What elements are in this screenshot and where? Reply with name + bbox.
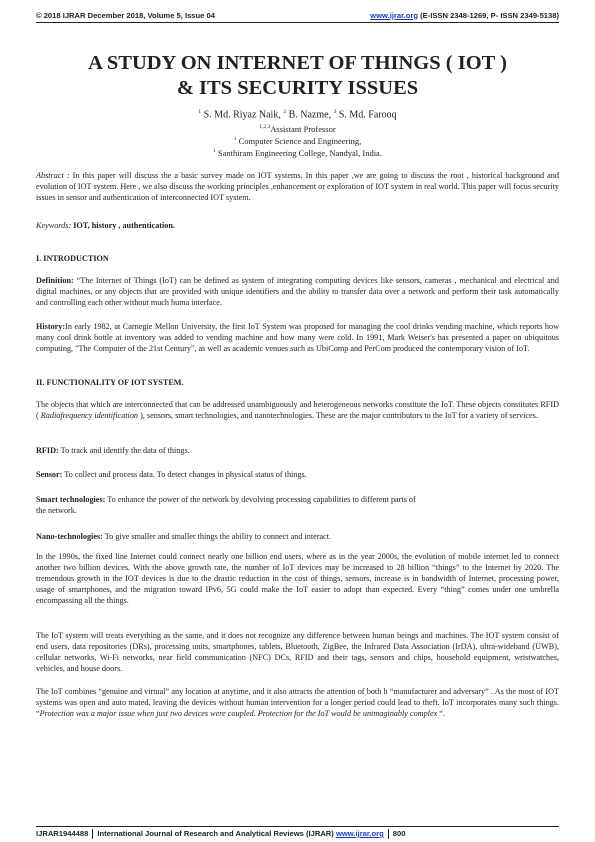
sensor-label: Sensor: [36, 470, 63, 479]
header-journal-info [370, 11, 559, 20]
nano-text: To give smaller and smaller things the ability to connect and interact. [102, 532, 332, 541]
sensor-text: To collect and process data. To detect changes in physical status of things. [62, 470, 307, 479]
college-sup: 1 [213, 148, 216, 155]
combines-text-1: The IoT combines “genuine and virtual” any location at anytime, and it also attracts the attention of both h “manufacturer and adversary” . As the most of IOT systems was open and auto mated, leaving the devices without human intervention for a longer period could lead to theft. IoT incorporates many such things. “ [36, 687, 559, 718]
college-text: Santhiram Engineering College, Nandyal, India. [215, 148, 382, 158]
paragraph-nano [36, 531, 559, 542]
author-3: S. Md. Farooq [336, 109, 397, 121]
running-header [36, 9, 559, 21]
paragraph-smart-technologies [36, 494, 559, 516]
paragraph-iot-combines [36, 686, 559, 719]
paragraph-rfid [36, 445, 559, 456]
footer-site-link[interactable]: www.ijrar.org [335, 829, 384, 838]
functionality-text-2: ), sensors, smart technologies, and nanotechnologies. These are the major contributors to the IoT for a variety of services. [138, 411, 538, 420]
rfid-label: RFID: [36, 446, 59, 455]
role-text: Assistant Professor [270, 124, 336, 134]
abstract [36, 170, 559, 203]
affiliation-college [40, 148, 555, 158]
header-copyright: © 2018 IJRAR December 2018, Volume 5, Issue 04 [36, 10, 215, 20]
paragraph-definition [36, 275, 559, 308]
author-2-sup: 2 [283, 109, 287, 115]
title-line-1: A STUDY ON INTERNET OF THINGS ( IOT ) [88, 52, 507, 74]
affiliation-role [40, 124, 555, 134]
combines-italic: Protection was a major issue when just two devices were coupled. Protection for the IoT would be unimaginably complex [39, 709, 438, 718]
author-3-sup: 3 [333, 109, 337, 115]
nano-label: Nano-technologies: [36, 532, 103, 541]
section-heading-introduction: I. INTRODUCTION [36, 254, 109, 263]
dept-text: Computer Science and Engineering, [236, 136, 362, 146]
footer-paper-id: IJRAR1944488 [36, 829, 89, 838]
definition-label: Definition: [36, 276, 74, 285]
author-1: S. Md. Riyaz Naik, [201, 109, 284, 121]
dept-sup: 1 [233, 136, 237, 143]
functionality-italic: Radiofrequency identification [40, 411, 139, 420]
definition-text: “The Internet of Things (IoT) can be defined as system of integrating computing devices like sensors, cameras , mechanical and electrical and digital machines, or any objects that are provided with unique identifiers and the ability to transfer data over a network and perform their task automatically and controlling each other without much huma interface. [36, 276, 559, 307]
smart-text-1: To enhance the power of the network by devolving processing capabilities to different parts of [105, 495, 416, 504]
footer-separator [92, 829, 93, 839]
keywords [36, 220, 559, 231]
author-2: B. Nazme, [286, 109, 334, 121]
role-sup: 1,2,3 [259, 124, 271, 131]
footer-journal: International Journal of Research and Analytical Reviews (IJRAR) [97, 829, 334, 838]
affiliation-dept [40, 136, 555, 146]
paragraph-1990s: In the 1990s, the fixed line Internet could connect nearly one billion end users, where as in the year 2000s, the evolution of mobile internet led to connect another two billion devices. With the above growth rate, the number of IoT devices may be increased to 28 billion “things” to the Internet by 2020. The tremendous growth in the IOT devices is due to the drastic reduction in the cost of things, sensors, increase is in bandwidth of Internet, processing power, usage of smartphones, and the migration toward IPv6, 5G could make the IoT easier to adopt than expected. Every “thing” comes under one umbrella encompassing all the things. [36, 552, 559, 605]
abstract-label: Abstract : [36, 171, 70, 180]
history-text: In early 1982, at Carnegie Mellon University, the first IoT System was proposed for managing the cool drinks vending machine, which reports how many cool drink bottle at inventory was added to vending machine and how many were cold. In 1991, Mark Weiser's has presented a paper on ubiquitous computing, "The Computer of the 21st Century", as well as academic venues such as UbiComp and PerCom produced the contemporary vision of IoT. [36, 322, 559, 353]
smart-label: Smart technologies: [36, 495, 106, 504]
keywords-label: Keywords: [36, 221, 72, 230]
running-footer [36, 829, 559, 840]
rfid-text: To track and identify the data of things. [58, 446, 190, 455]
header-rule [36, 22, 559, 23]
header-issn: (E-ISSN 2348-1269, P- ISSN 2349-5138) [420, 10, 559, 20]
footer-page-number: 800 [392, 829, 406, 838]
paragraph-functionality [36, 399, 559, 421]
header-site-link[interactable]: www.ijrar.org [370, 10, 418, 20]
section-heading-functionality: II. FUNCTIONALITY OF IOT SYSTEM. [36, 378, 184, 387]
author-1-sup: 1 [198, 109, 202, 115]
abstract-text: In this paper will discuss the a basic survey made on IOT systems. In this paper ,we are going to discuss the root , historical background and evolution of IOT system. Here , we also discuss the working principles ,enhancement or exploration of IOT system in real world. This paper will focus security issues in sensor and authentication of interconnected IOT system. [36, 171, 559, 202]
paragraph-sensor [36, 469, 559, 480]
paragraph-history [36, 321, 559, 354]
history-label: History: [36, 322, 66, 331]
footer-rule [36, 826, 559, 827]
smart-text-2: the network. [36, 506, 77, 515]
paragraph-iot-system: The IoT system will treats everything as the same, and it does not recognize any difference between human beings and machines. The IOT system consist of end users, data repositories (DRs), processing units, smartphones, tablets, Bluetooth, ZigBee, the Infrared Data Association (IrDA), ultra-wideband (UWB), cellular networks, Wi-Fi networks, near field communication (NFC) DCs, RFID and their tags, sensors and chips, household equipment, wristwatches, vehicles, and house doors. [36, 631, 559, 673]
paper-title [40, 51, 555, 101]
functionality-text-1: The objects that which are interconnected that can be addressed unambiguously and heterogeneous networks constitute the IoT. These objects constitutes RFID ( [36, 400, 559, 420]
combines-text-2: “. [437, 709, 445, 718]
keywords-text: IOT, history , authentication. [71, 221, 175, 230]
footer-separator [388, 829, 389, 839]
title-line-2: & ITS SECURITY ISSUES [176, 77, 419, 99]
author-list [40, 109, 555, 120]
